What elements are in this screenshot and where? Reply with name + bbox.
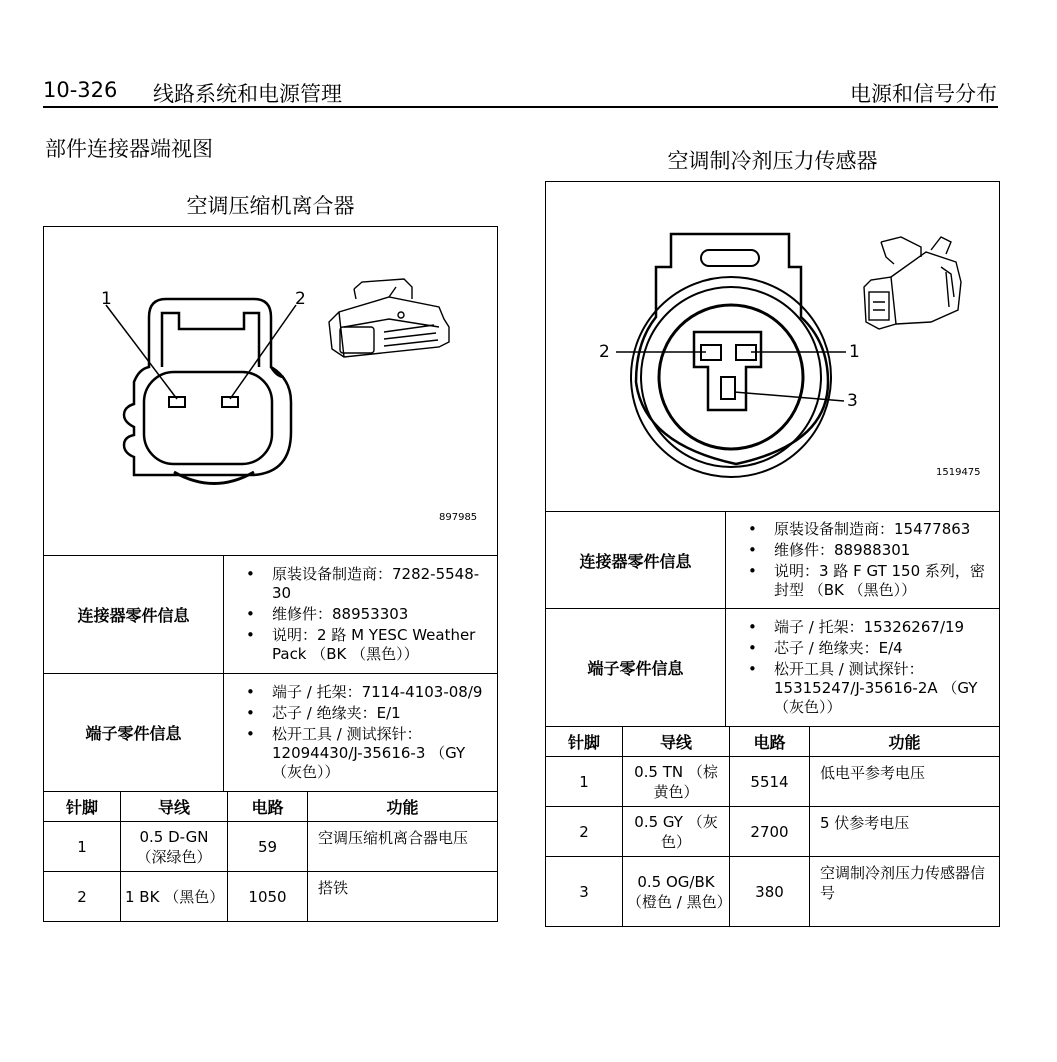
- pin-cell: 1: [44, 822, 121, 872]
- list-item: • 说明：2 路 M YESC Weather Pack （BK （黑色））: [246, 626, 489, 664]
- figure-id: 897985: [439, 512, 478, 523]
- table-row: [546, 807, 1000, 857]
- function-cell: 低电平参考电压: [810, 757, 1000, 807]
- table-row: [546, 857, 1000, 927]
- connector-3d-icon: [329, 279, 449, 357]
- column-header: 针脚: [44, 792, 121, 822]
- column-header: 针脚: [546, 727, 623, 757]
- pin2-callout: 2: [295, 289, 306, 309]
- connector-info-label: 连接器零件信息: [44, 556, 224, 674]
- pin-cell: 1: [546, 757, 623, 807]
- connector-info-label: 连接器零件信息: [546, 512, 726, 609]
- function-cell: 空调压缩机离合器电压: [308, 822, 498, 872]
- terminal-info-label: 端子零件信息: [44, 674, 224, 792]
- column-header: 电路: [228, 792, 308, 822]
- pin-cell: 2: [44, 872, 121, 922]
- list-item: • 松开工具 / 测试探针：15315247/J-35616-2A （GY （灰色））: [748, 660, 991, 717]
- pin-cell: 3: [546, 857, 623, 927]
- left-connector-figure: [43, 226, 498, 556]
- pin1-callout: 1: [101, 289, 112, 309]
- header-rule: [43, 106, 998, 108]
- circuit-cell: 2700: [730, 807, 810, 857]
- list-item: • 芯子 / 绝缘夹：E/1: [246, 704, 489, 723]
- list-item: • 维修件：88953303: [246, 605, 489, 624]
- pin1-leader-line: [106, 305, 177, 399]
- figure-id: 1519475: [936, 467, 981, 478]
- list-item: • 维修件：88988301: [748, 541, 991, 560]
- table-row: [44, 872, 498, 922]
- connector-3d-icon: [864, 237, 961, 329]
- function-cell: 空调制冷剂压力传感器信号: [810, 857, 1000, 927]
- terminal-info-cell: [726, 609, 1000, 727]
- circuit-cell: 5514: [730, 757, 810, 807]
- list-item: • 原装设备制造商：7282-5548-30: [246, 565, 489, 603]
- page-number: 10-326: [43, 78, 118, 102]
- wire-cell: 1 BK （黑色）: [121, 872, 228, 922]
- column-header: 功能: [810, 727, 1000, 757]
- terminal-info-label: 端子零件信息: [546, 609, 726, 727]
- terminal-info-cell: [224, 674, 498, 792]
- pin1-callout: 1: [849, 342, 860, 362]
- pin2-callout: 2: [599, 342, 610, 362]
- pin2-leader-line: [230, 305, 296, 399]
- wire-cell: 0.5 OG/BK （橙色 / 黑色）: [623, 857, 730, 927]
- circuit-cell: 1050: [228, 872, 308, 922]
- section-name: 线路系统和电源管理: [153, 82, 342, 106]
- list-item: • 端子 / 托架：15326267/19: [748, 618, 991, 637]
- list-item: • 松开工具 / 测试探针：12094430/J-35616-3 （GY （灰色））: [246, 725, 489, 782]
- wire-cell: 0.5 D-GN （深绿色）: [121, 822, 228, 872]
- list-item: • 说明：3 路 F GT 150 系列，密封型 （BK （黑色））: [748, 562, 991, 600]
- pin3-callout: 3: [847, 391, 858, 411]
- right-connector-figure: [545, 181, 1000, 512]
- right-part-info-table: [545, 511, 1000, 727]
- list-item: • 原装设备制造商：15477863: [748, 520, 991, 539]
- circuit-cell: 380: [730, 857, 810, 927]
- pressure-sensor-connector-drawing: [546, 182, 999, 511]
- pin-cell: 2: [546, 807, 623, 857]
- table-row: [546, 757, 1000, 807]
- wire-cell: 0.5 TN （棕黄色）: [623, 757, 730, 807]
- compressor-clutch-connector-drawing: [44, 227, 497, 555]
- column-header: 功能: [308, 792, 498, 822]
- left-connector-title: 空调压缩机离合器: [186, 194, 355, 218]
- list-item: • 端子 / 托架：7114-4103-08/9: [246, 683, 489, 702]
- chapter-title: 电源和信号分布: [850, 82, 997, 106]
- function-cell: 搭铁: [308, 872, 498, 922]
- circuit-cell: 59: [228, 822, 308, 872]
- connector-info-cell: [224, 556, 498, 674]
- right-pin-table: [545, 726, 1000, 927]
- wire-cell: 0.5 GY （灰色）: [623, 807, 730, 857]
- connector-info-cell: [726, 512, 1000, 609]
- left-pin-table: [43, 791, 498, 922]
- column-header: 电路: [730, 727, 810, 757]
- function-cell: 5 伏参考电压: [810, 807, 1000, 857]
- column-header: 导线: [121, 792, 228, 822]
- right-connector-title: 空调制冷剂压力传感器: [667, 149, 878, 173]
- section-title: 部件连接器端视图: [45, 137, 213, 161]
- left-part-info-table: [43, 555, 498, 792]
- column-header: 导线: [623, 727, 730, 757]
- list-item: • 芯子 / 绝缘夹：E/4: [748, 639, 991, 658]
- table-row: [44, 822, 498, 872]
